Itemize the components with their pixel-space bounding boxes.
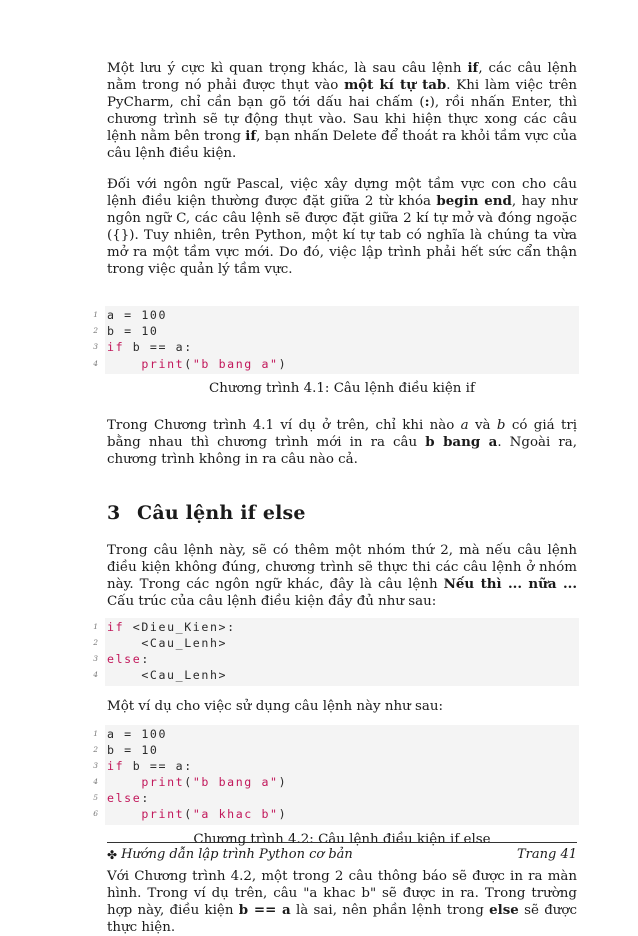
line-number: 1	[93, 621, 98, 631]
text: Một lưu ý cực kì quan trọng khác, là sau câu lệnh	[107, 61, 468, 76]
code-line	[93, 651, 579, 667]
line-number: 4	[93, 670, 98, 680]
code-keyword: if	[107, 340, 125, 355]
code-text: )	[278, 807, 288, 822]
code-text: <Cau_Lenh>	[107, 668, 228, 683]
code-function: print	[141, 356, 185, 371]
code-line	[93, 619, 579, 635]
text: sẽ được thực hiện.	[107, 902, 577, 935]
italic-text: a	[460, 417, 469, 433]
code-line	[93, 307, 579, 323]
code-text: b == a:	[124, 340, 193, 355]
italic-text: b	[496, 417, 506, 433]
code-function: print	[141, 807, 185, 822]
text: Đối với ngôn ngữ Pascal, việc xây dựng một tầm vực con cho câu lệnh điều kiện thường được đặt giữa 2 từ khóa	[107, 177, 577, 209]
code-indent	[107, 775, 141, 789]
code-keyword: else	[107, 652, 142, 667]
code-line	[93, 790, 579, 806]
code-line	[93, 726, 579, 742]
code-text: b = 10	[107, 742, 159, 757]
footer-title-text: Hướng dẫn lập trình Python cơ bản	[121, 847, 353, 862]
bold-text: Nếu thì ... nữa ...	[443, 575, 577, 592]
paragraph-scope-note	[107, 176, 577, 278]
line-number: 4	[93, 358, 98, 368]
code-string: "a khac b"	[192, 807, 279, 822]
code-line	[93, 758, 579, 774]
section-number: 3	[107, 501, 121, 524]
footer-divider	[107, 842, 577, 843]
text: ), rồi nhấn Enter, thì chương trình sẽ tự động thụt vào. Sau khi hiện thực xong các câu lệnh nằm bên trong	[107, 95, 577, 144]
bold-text: if	[467, 60, 479, 76]
text: Với Chương trình 4.2, một trong 2 câu thông báo sẽ được in ra màn hình. Trong ví dụ trên, câu "a khac b" sẽ được in ra. Trong trường hợp này, điều kiện	[107, 868, 577, 918]
code-line	[93, 742, 579, 758]
page-number: Trang 41	[516, 847, 577, 862]
text: , hay như ngôn ngữ C, các câu lệnh sẽ được đặt giữa 2 kí tự mở và đóng ngoặc ({}). Tuy nhiên, trên Python, một kí tự tab có nghĩa là chúng ta vừa mở ra một tầm vực mới. Do đó, việc lập trình phải hết sức cẩn thận trong việc quản lý tầm vực.	[107, 194, 577, 277]
text: là sai, nên phần lệnh trong	[290, 902, 490, 918]
code-text: b = 10	[107, 324, 159, 339]
clover-icon: ✤	[107, 847, 118, 862]
line-number: 3	[93, 342, 98, 352]
section-heading	[107, 502, 577, 524]
code-line	[93, 356, 579, 372]
line-number: 2	[93, 637, 98, 647]
page-content	[93, 60, 578, 936]
code-line	[93, 774, 579, 790]
paragraph-if-else-intro	[107, 542, 577, 610]
line-number: 6	[93, 809, 98, 819]
text: Trong Chương trình 4.1 ví dụ ở trên, chỉ khi nào	[107, 417, 461, 433]
code-keyword: if	[107, 619, 125, 634]
code-text: b == a:	[124, 758, 193, 773]
code-text: (	[184, 807, 193, 822]
text: Trong câu lệnh này, sẽ có thêm một nhóm thứ 2, mà nếu câu lệnh điều kiện không đúng, chương trình sẽ thực thi các câu lệnh ở nhóm này. Trong các ngôn ngữ khác, đây là câu lệnh	[107, 542, 577, 592]
code-string: "b bang a"	[192, 775, 279, 790]
code-text: :	[141, 652, 150, 667]
code-indent	[107, 807, 141, 821]
bold-text: else	[489, 901, 519, 918]
code-text: (	[184, 356, 193, 371]
bold-text: b bang a	[425, 433, 498, 450]
caption-4-2: Chương trình 4.2: Câu lệnh điều kiện if else	[193, 831, 491, 847]
bold-text: b == a	[238, 901, 291, 918]
text: Cấu trúc của câu lệnh điều kiện đầy đủ như sau:	[107, 593, 437, 609]
text: . Ngoài ra, chương trình không in ra câu nào cả.	[107, 434, 577, 467]
code-text: (	[184, 775, 193, 790]
line-number: 1	[93, 728, 98, 738]
bold-text: begin end	[436, 193, 512, 209]
section-title: Câu lệnh if else	[137, 501, 306, 524]
code-keyword: if	[107, 758, 125, 773]
line-number: 3	[93, 760, 98, 770]
paragraph-indent-note	[107, 60, 577, 162]
caption-4-1: Chương trình 4.1: Câu lệnh điều kiện if	[209, 380, 475, 396]
line-number: 3	[93, 654, 98, 664]
footer-book-title	[107, 847, 353, 862]
line-number: 5	[93, 793, 98, 803]
text: có giá trị bằng nhau thì chương trình mới in ra câu	[107, 417, 578, 450]
page-footer	[107, 847, 577, 862]
code-text: )	[278, 356, 288, 371]
code-indent	[107, 357, 141, 371]
code-block-syntax	[93, 618, 579, 686]
code-string: "b bang a"	[192, 356, 279, 371]
code-text: a = 100	[107, 308, 168, 322]
code-block-4-2	[93, 725, 579, 825]
code-text: :	[141, 791, 150, 806]
bold-text: if	[245, 128, 257, 144]
code-text: <Cau_Lenh>	[107, 635, 228, 650]
code-block-4-1	[93, 306, 579, 374]
code-line	[93, 339, 579, 355]
bold-text: một kí tự tab	[344, 77, 447, 93]
line-number: 2	[93, 326, 98, 336]
code-line	[93, 667, 579, 683]
text: , bạn nhấn Delete để thoát ra khỏi tầm vực của câu lệnh điều kiện.	[107, 129, 577, 161]
code-line	[93, 635, 579, 651]
line-number: 4	[93, 777, 98, 787]
paragraph-example-explanation	[107, 417, 577, 468]
text: và	[468, 417, 497, 433]
code-keyword: else	[107, 791, 142, 806]
code-line	[93, 323, 579, 339]
line-number: 1	[93, 310, 98, 319]
line-number: 2	[93, 744, 98, 754]
code-line	[93, 806, 579, 822]
code-text: )	[278, 775, 288, 790]
bold-text: :	[424, 94, 430, 110]
text: , các câu lệnh nằm trong nó phải được thụt vào	[107, 61, 577, 93]
code-text: <Dieu_Kien>:	[124, 619, 236, 634]
text: . Khi làm việc trên PyCharm, chỉ cần bạn gõ tới dấu hai chấm (	[107, 78, 577, 110]
code-function: print	[141, 775, 185, 790]
paragraph-example-intro: Một ví dụ cho việc sử dụng câu lệnh này như sau:	[107, 698, 443, 714]
code-text: a = 100	[107, 726, 168, 741]
